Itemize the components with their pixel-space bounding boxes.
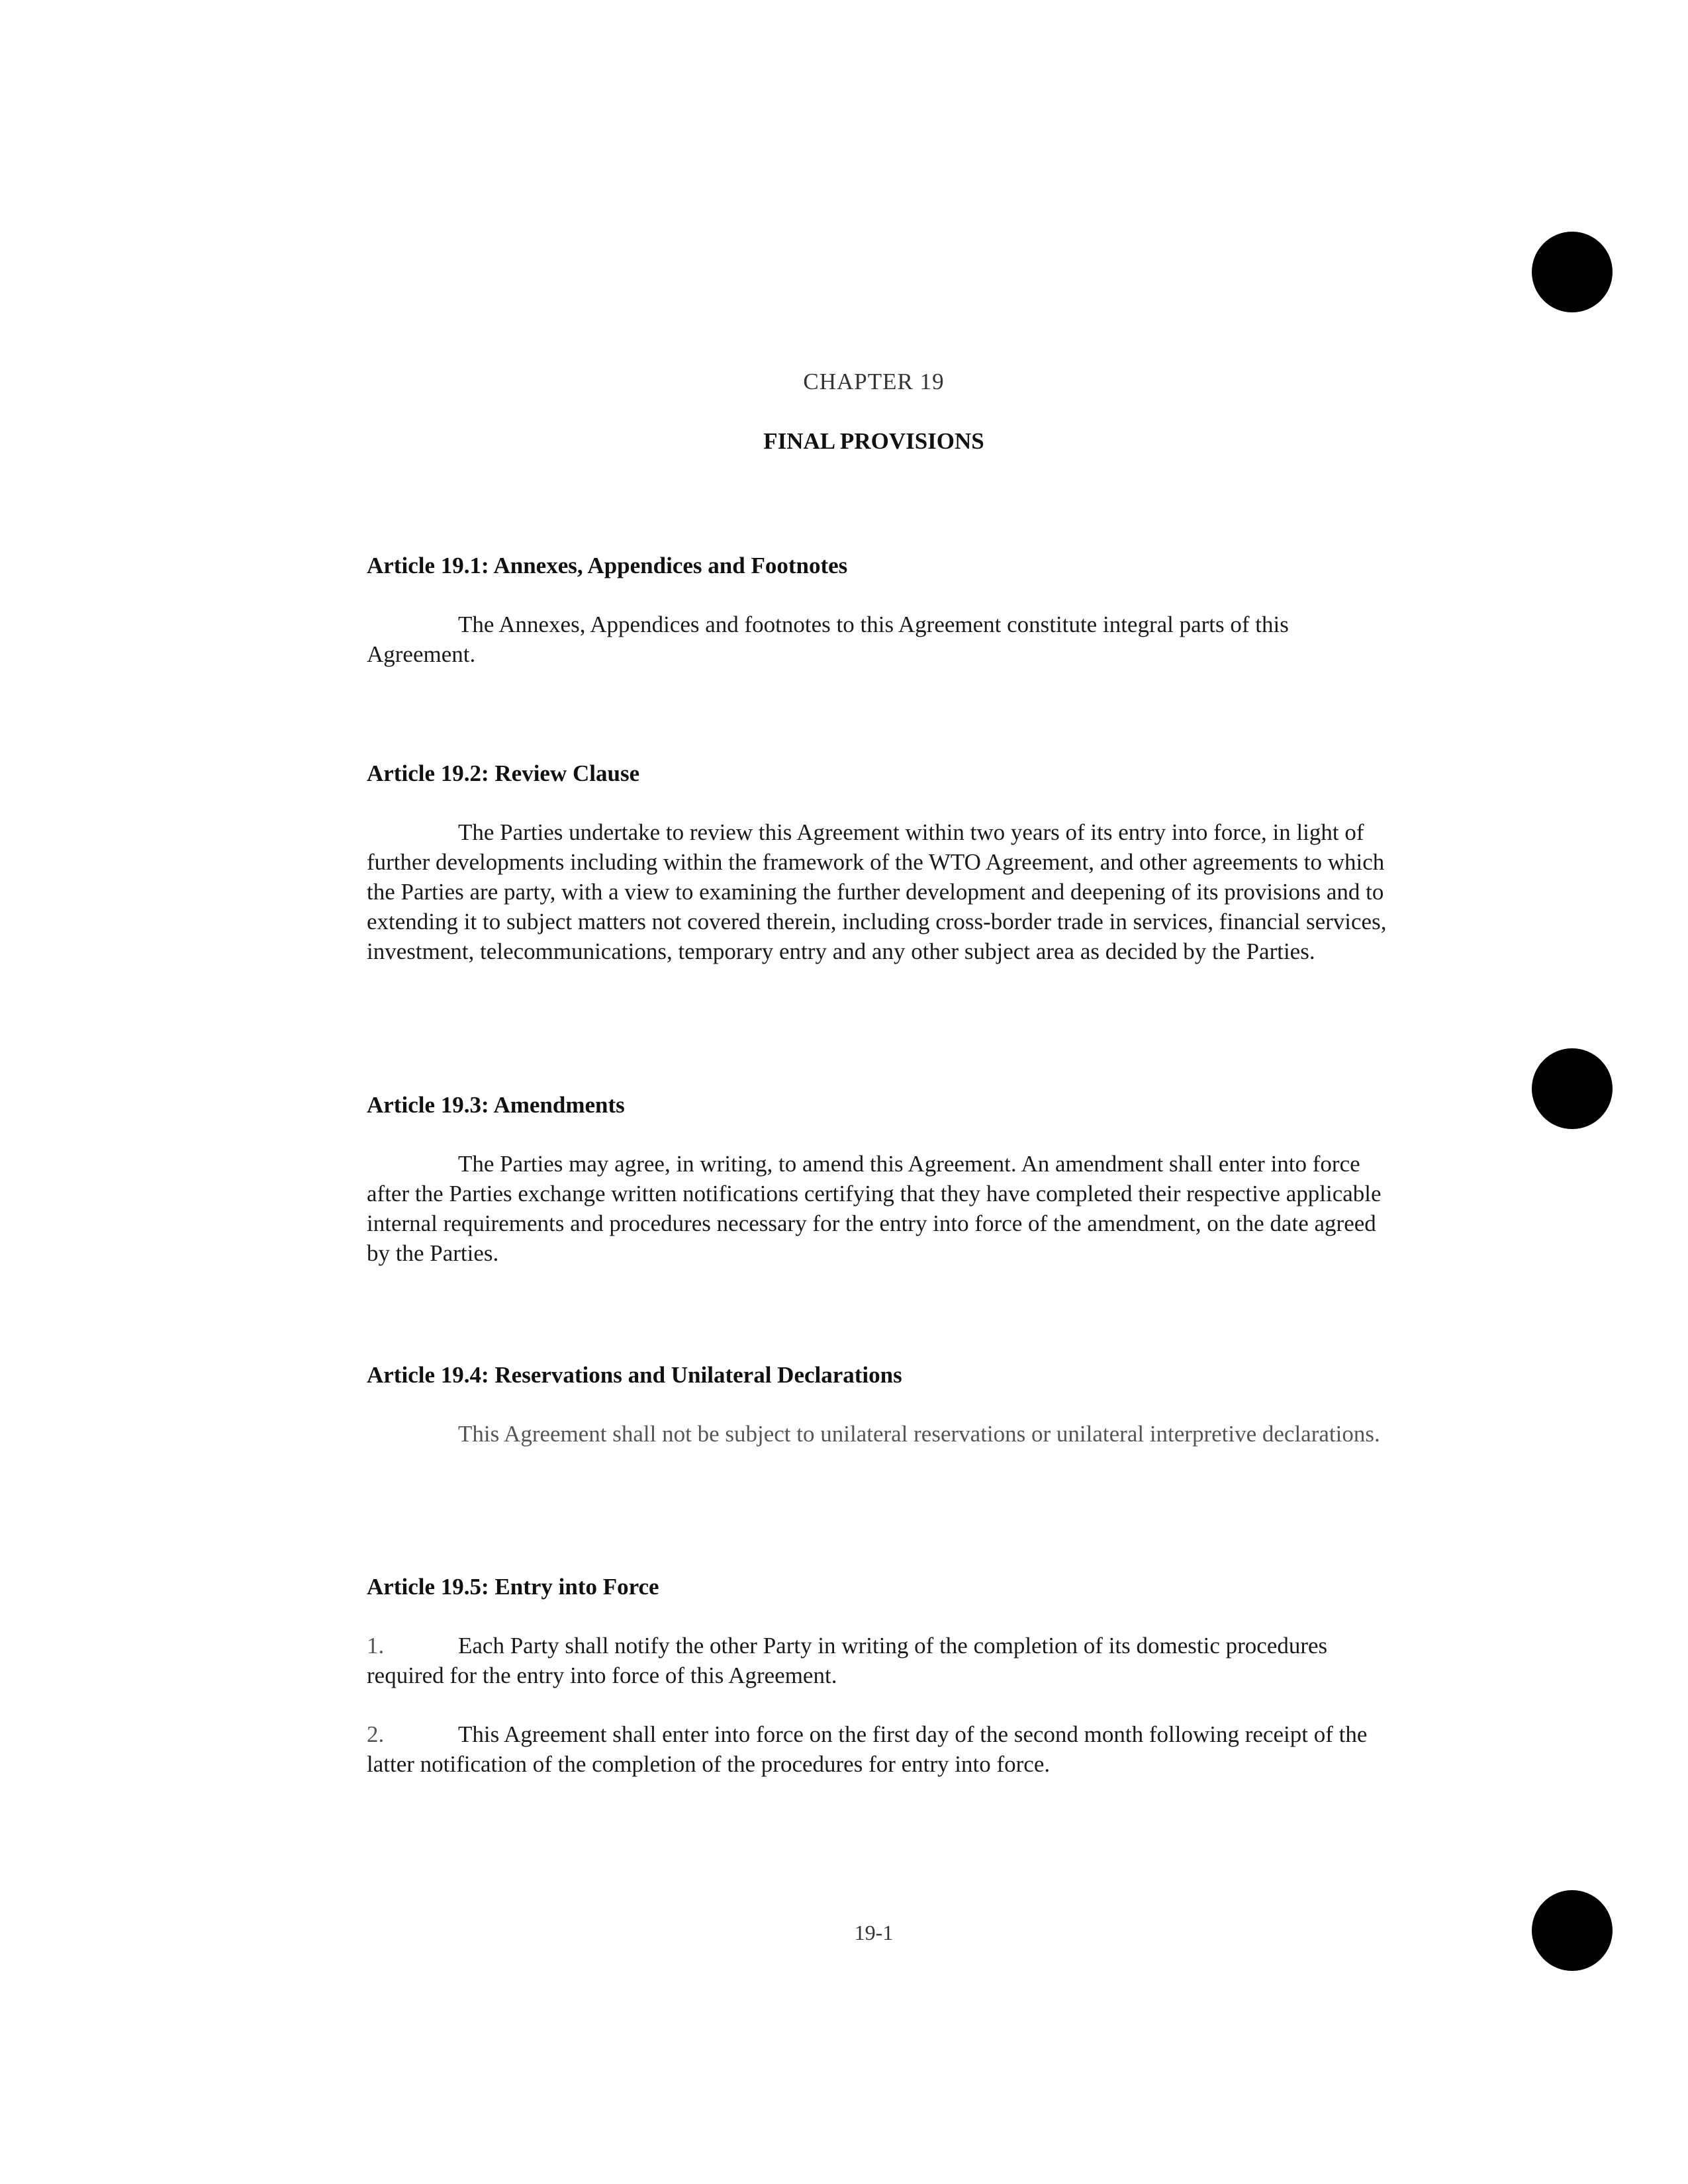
article-heading: Article 19.4: Reservations and Unilateral Declarations xyxy=(367,1362,902,1388)
paragraph-text: Each Party shall notify the other Party in writing of the completion of its domestic procedures required for the entry into force of this Agreement. xyxy=(367,1633,1328,1688)
article-heading: Article 19.5: Entry into Force xyxy=(367,1574,659,1600)
article-19-2 xyxy=(367,759,1393,966)
paragraph-number: 1. xyxy=(367,1633,385,1659)
article-body: The Parties undertake to review this Agreement within two years of its entry into force, in light of further developments including within the framework of the WTO Agreement, and other agreements to which the Parties are party, with a view to examining the further development and deepening of its provisions and to extending it to subject matters not covered therein, including cross-border trade in services, financial services, investment, telecommunications, temporary entry and any other subject area as decided by the Parties. xyxy=(367,819,1387,964)
chapter-title: FINAL PROVISIONS xyxy=(763,428,984,454)
article-body: This Agreement shall not be subject to unilateral reservations or unilateral interpretive declarations. xyxy=(458,1421,1380,1447)
page-number: 19-1 xyxy=(854,1921,894,1944)
article-body: The Parties may agree, in writing, to amend this Agreement. An amendment shall enter into force after the Parties exchange written notifications certifying that they have completed their respective applicable internal requirements and procedures necessary for the entry into force of the amendment, on the date agreed by the Parties. xyxy=(367,1151,1382,1266)
article-19-1 xyxy=(367,551,1393,669)
punch-hole-top xyxy=(1532,232,1613,312)
article-heading: Article 19.2: Review Clause xyxy=(367,760,640,786)
punch-hole-middle xyxy=(1532,1048,1613,1129)
article-heading: Article 19.3: Amendments xyxy=(367,1092,625,1118)
article-19-3 xyxy=(367,1091,1393,1268)
article-19-5 xyxy=(367,1572,1393,1779)
paragraph-text: This Agreement shall enter into force on the first day of the second month following receipt of the latter notification of the completion of the procedures for entry into force. xyxy=(367,1721,1368,1777)
article-body: The Annexes, Appendices and footnotes to this Agreement constitute integral parts of this Agreement. xyxy=(367,612,1289,667)
paragraph-number: 2. xyxy=(367,1721,385,1747)
chapter-number: CHAPTER 19 xyxy=(803,369,945,394)
numbered-paragraph xyxy=(367,1631,1393,1690)
numbered-paragraph xyxy=(367,1719,1393,1779)
article-19-4 xyxy=(367,1361,1393,1449)
article-heading: Article 19.1: Annexes, Appendices and Footnotes xyxy=(367,553,848,578)
